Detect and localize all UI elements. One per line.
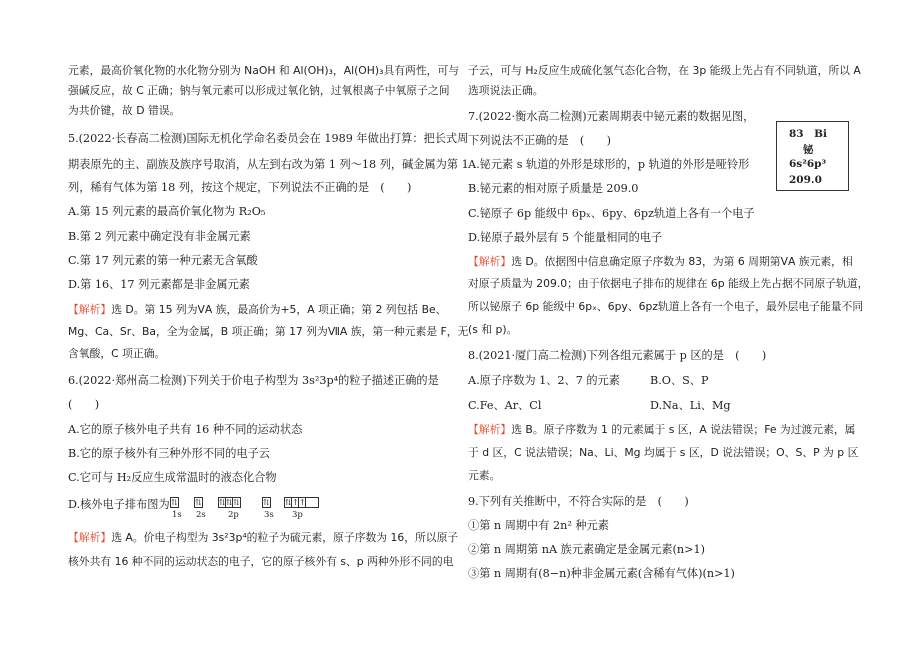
atomic-mass: 209.0 (789, 174, 822, 186)
text-line: 列，稀有气体为第 18 列，按这个规定，下列说法不正确的是 ( ) (68, 181, 412, 194)
orbital-label: 3s (264, 510, 274, 520)
question-8-stem: 8.(2021·厦门高二检测)下列各组元素属于 p 区的是 ( ) (468, 349, 767, 362)
bismuth-element-card (776, 121, 849, 191)
option-d: D.Na、Li、Mg (650, 399, 731, 412)
orbital-label: 2s (196, 510, 206, 520)
text-line: 元素，最高价氧化物的水化物分别为 NaOH 和 Al(OH)₃，Al(OH)₃具有两性，可与 (68, 64, 460, 77)
question-7-stem: 7.(2022·衡水高二检测)元素周期表中铋元素的数据见图， (468, 110, 755, 123)
statement-3: ③第 n 周期有(8−n)种非金属元素(含稀有气体)(n>1) (468, 567, 735, 580)
analysis-tag: 【解析】 (468, 255, 512, 268)
text-line: (s 和 p)。 (468, 323, 518, 336)
question-9-stem: 9.下列有关推断中，不符合实际的是 ( ) (468, 495, 689, 508)
text-line: ( ) (68, 398, 100, 411)
analysis-tag: 【解析】 (68, 303, 112, 316)
orbital-2s: ⇅ (195, 498, 202, 507)
question-6-stem: 6.(2022·郑州高二检测)下列关于价电子构型为 3s²3p⁴的粒子描述正确的是 (68, 374, 439, 387)
text-line: 下列说法不正确的是 ( ) (468, 134, 611, 147)
option-d: D.核外电子排布图为 (68, 498, 170, 511)
text-line: 于 d 区，C 说法错误；Na、Li、Mg 均属于 s 区，D 说法错误；O、S、P 为 p 区 (468, 446, 859, 459)
text-line: 强碱反应，故 C 正确；钠与氧元素可以形成过氧化钠，过氧根离子中氧原子之间 (68, 84, 450, 97)
analysis-line: 【解析】选 D。依据图中信息确定原子序数为 83，为第 6 周期第ⅤA 族元素，相 (468, 255, 853, 268)
orbital-label: 3p (292, 510, 303, 520)
analysis-line: 【解析】选 D。第 15 列为ⅤA 族，最高价为+5，A 项正确；第 2 列包括 Be、 (68, 303, 447, 316)
text-line: 对原子质量为 209.0；由于依据电子排布的规律在 6p 能级上先占据不同原子轨道， (468, 277, 869, 290)
orbital-3p: ⇅ ↑ ↑ (284, 497, 319, 508)
text-line: 期表原先的主、副族及族序号取消，从左到右改为第 1 列～18 列，碱金属为第 1 (68, 158, 469, 171)
text-line: 所以铋原子 6p 能级中 6pₓ、6py、6pz轨道上各有一个电子，最外层电子能量不同 (468, 300, 864, 313)
option-d: D.第 16、17 列元素都是非金属元素 (68, 278, 250, 291)
orbital-2p: ⇅ ⇅ ⇅ (219, 498, 240, 507)
statement-1: ①第 n 周期中有 2n² 种元素 (468, 519, 609, 532)
option-b: B.它的原子核外有三种外形不同的电子云 (68, 447, 270, 460)
analysis-line: 【解析】选 A。价电子构型为 3s²3p⁴的粒子为硫元素，原子序数为 16，所以原子 (68, 531, 459, 544)
orbital-3s: ⇅ (263, 498, 270, 507)
orbital-1s: ⇅ (171, 498, 178, 507)
orbital-label: 2p (228, 510, 239, 520)
text-line: 元素。 (468, 469, 501, 482)
element-name: 铋 (803, 144, 814, 156)
element-number-symbol: 83 Bi (789, 128, 827, 140)
option-b: B.O、S、P (650, 374, 709, 387)
text-line: 选项说法正确。 (468, 84, 544, 97)
text-line: 为共价键，故 D 错误。 (68, 104, 181, 117)
orbital-label: 1s (172, 510, 182, 520)
option-a: A.铋元素 s 轨道的外形是球形的，p 轨道的外形是哑铃形 (468, 158, 750, 171)
option-a: A.原子序数为 1、2、7 的元素 (468, 374, 620, 387)
question-5-stem: 5.(2022·长春高二检测)国际无机化学命名委员会在 1989 年做出打算：把长式周 (68, 132, 469, 145)
option-a: A.第 15 列元素的最高价氧化物为 R₂O₅ (68, 205, 266, 218)
electron-config: 6s²6p³ (789, 158, 827, 170)
option-c: C.铋原子 6p 能级中 6pₓ、6py、6pz轨道上各有一个电子 (468, 207, 755, 220)
option-b: B.铋元素的相对原子质量是 209.0 (468, 182, 639, 195)
analysis-line: 【解析】选 B。原子序数为 1 的元素属于 s 区，A 说法错误；Fe 为过渡元素，属 (468, 423, 856, 436)
option-c: C.Fe、Ar、Cl (468, 399, 542, 412)
analysis-tag: 【解析】 (468, 423, 512, 436)
option-c: C.第 17 列元素的第一种元素无含氧酸 (68, 254, 258, 267)
option-a: A.它的原子核外电子共有 16 种不同的运动状态 (68, 423, 303, 436)
option-b: B.第 2 列元素中确定没有非金属元素 (68, 230, 251, 243)
option-c: C.它可与 H₂反应生成常温时的液态化合物 (68, 471, 277, 484)
statement-2: ②第 n 周期第 nA 族元素确定是金属元素(n>1) (468, 543, 705, 556)
analysis-tag: 【解析】 (68, 531, 112, 544)
text-line: Mg、Ca、Sr、Ba，全为金属，B 项正确；第 17 列为ⅦA 族，第一种元素是 F，无 (68, 325, 469, 338)
text-line: 核外共有 16 种不同的运动状态的电子，它的原子核外有 s、p 两种外形不同的电 (68, 555, 454, 568)
text-line: 含氧酸，C 项正确。 (68, 347, 166, 360)
text-line: 子云，可与 H₂反应生成硫化氢气态化合物，在 3p 能级上先占有不同轨道，所以 A (468, 64, 861, 77)
option-d: D.铋原子最外层有 5 个能量相同的电子 (468, 231, 663, 244)
